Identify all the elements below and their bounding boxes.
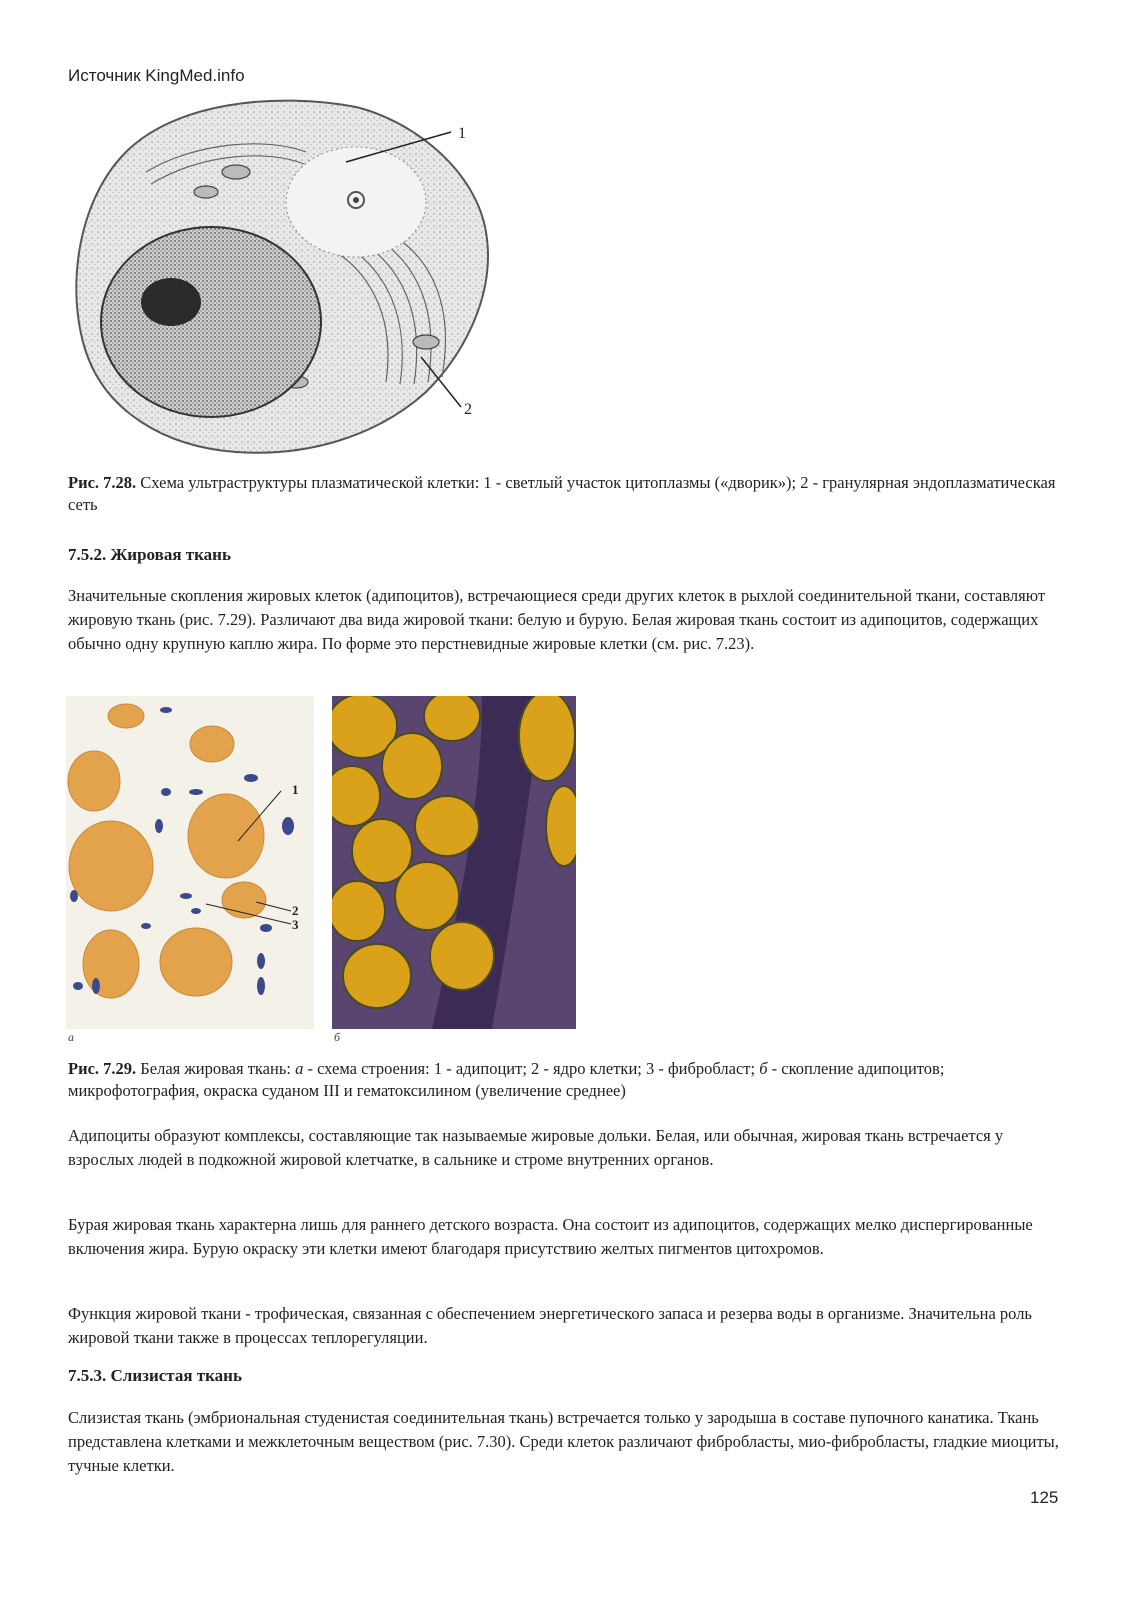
plasma-cell-illustration	[66, 92, 496, 462]
page-number: 125	[1030, 1488, 1059, 1507]
subfigure-label-b: б	[334, 1030, 341, 1044]
figure-label-2: 2	[464, 401, 472, 418]
paragraph-adipocytes: Адипоциты образуют комплексы, составляющие так называемые жировые дольки. Белая, или обычная, жировая ткань встречается у взрослых людей в подкожной жировой клетчатке, в сальнике и строме внутренних органов.	[68, 1126, 1004, 1169]
caption-italic-b: б	[759, 1059, 768, 1078]
adipocyte-micrograph	[332, 696, 576, 1029]
paragraph-fat-function: Функция жировой ткани - трофическая, связанная с обеспечением энергетического запаса и резерва воды в организме. Значительна роль жировой ткани также в процессах теплорегуляции.	[68, 1304, 1032, 1347]
scheme-label-3: 3	[292, 917, 299, 932]
figure-caption-7-28	[68, 472, 1058, 516]
section-heading-7-5-2: 7.5.2. Жировая ткань	[68, 545, 231, 564]
figure-label-1: 1	[458, 125, 466, 142]
section-heading-7-5-3: 7.5.3. Слизистая ткань	[68, 1366, 242, 1385]
caption-text-part: Белая жировая ткань:	[136, 1059, 296, 1078]
caption-label: Рис. 7.28.	[68, 473, 137, 492]
figure-caption-7-29	[68, 1058, 1068, 1102]
caption-italic-a: а	[295, 1059, 304, 1078]
caption-text-part: - схема строения: 1 - адипоцит; 2 - ядро клетки; 3 - фибробласт;	[303, 1059, 760, 1078]
subfigure-label-a: а	[68, 1030, 74, 1044]
scheme-label-1: 1	[292, 782, 299, 797]
source-header: Источник KingMed.info	[68, 66, 245, 85]
caption-label: Рис. 7.29.	[68, 1059, 137, 1078]
paragraph-mucous-tissue: Слизистая ткань (эмбриональная студенистая соединительная ткань) встречается только у зародыша в составе пупочного канатика. Ткань представлена клетками и межклеточным веществом (рис. 7.30). Среди клеток различают фибробласты, мио-фибробласты, гладкие миоциты, тучные клетки.	[68, 1408, 1059, 1475]
adipose-tissue-scheme	[66, 696, 314, 1029]
paragraph-fat-tissue: Значительные скопления жировых клеток (адипоцитов), встречающиеся среди других клеток в рыхлой соединительной ткани, составляют жировую ткань (рис. 7.29). Различают два вида жировой ткани: белую и бурую. Белая жировая ткань состоит из адипоцитов, содержащих обычно одну крупную каплю жира. По форме это перстневидные жировые клетки (см. рис. 7.23).	[68, 586, 1046, 653]
scheme-label-2: 2	[292, 903, 299, 918]
caption-text-part: - скопление адипоцитов; микрофотография, окраска суданом III и гематоксилином (увеличение среднее)	[68, 1059, 945, 1100]
paragraph-brown-fat: Бурая жировая ткань характерна лишь для раннего детского возраста. Она состоит из адипоцитов, содержащих мелко диспергированные включения жира. Бурую окраску эти клетки имеют благодаря присутствию желтых пигментов цитохромов.	[68, 1215, 1033, 1258]
caption-text: Схема ультраструктуры плазматической клетки: 1 - светлый участок цитоплазмы («дворик»); 2 - гранулярная эндоплазматическая сеть	[68, 473, 1056, 514]
